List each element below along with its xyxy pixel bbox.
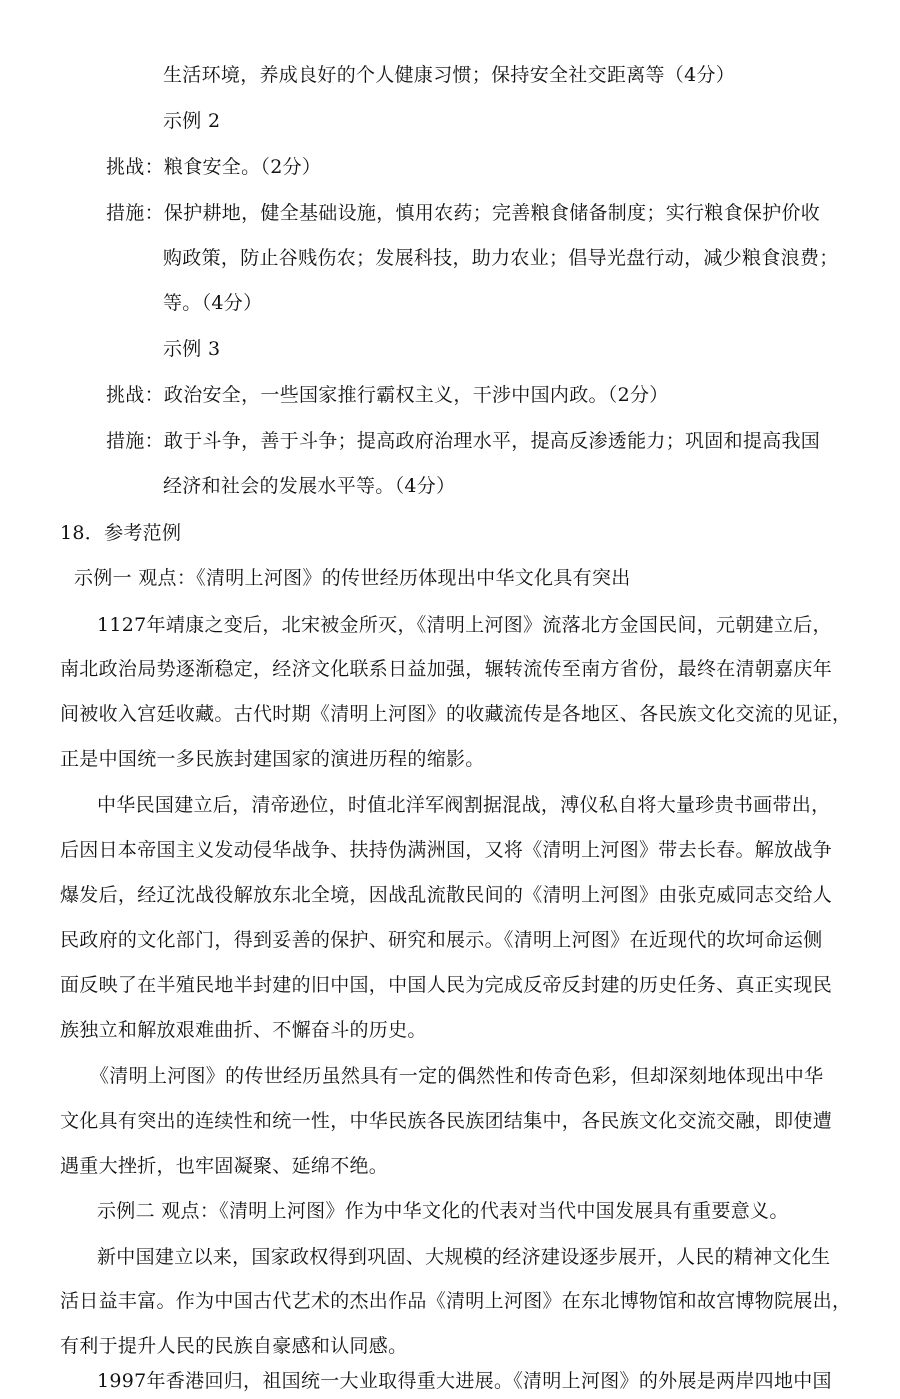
para-5-line-1: 1997年香港回归，祖国统一大业取得重大进展。《清明上河图》的外展是两岸四地中国: [97, 1370, 832, 1392]
para-1-line-1: 1127年靖康之变后，北宋被金所灭，《清明上河图》流落北方金国民间，元朝建立后，: [97, 614, 832, 636]
measure-label: 措施：: [106, 430, 164, 452]
para-2-line-6: 族独立和解放艰难曲折、不懈奋斗的历史。: [60, 1019, 427, 1041]
para-1-line-2: 南北政治局势逐渐稳定，经济文化联系日益加强，辗转流传至南方省份，最终在清朝嘉庆年: [60, 658, 833, 680]
challenge-text: 粮食安全。（2分）: [163, 156, 322, 178]
example-two-title: 示例二 观点：《清明上河图》作为中华文化的代表对当代中国发展具有重要意义。: [97, 1200, 789, 1222]
para-2-line-3: 爆发后，经辽沈战役解放东北全境，因战乱流散民间的《清明上河图》由张克威同志交给人: [60, 884, 833, 906]
s17-line-1: 生活环境，养成良好的个人健康习惯；保持安全社交距离等（4分）: [163, 64, 736, 86]
example-2-measure: [106, 198, 820, 228]
challenge-label: 挑战：: [106, 384, 164, 406]
example-3-title: 示例 3: [163, 338, 221, 360]
para-2-line-2: 后因日本帝国主义发动侵华战争、扶持伪满洲国，又将《清明上河图》带去长春。解放战争: [60, 839, 833, 861]
example-2-challenge: [106, 152, 321, 182]
para-3-line-2: 文化具有突出的连续性和统一性，中华民族各民族团结集中，各民族文化交流交融，即使遭: [60, 1110, 833, 1132]
challenge-text: 政治安全，一些国家推行霸权主义，干涉中国内政。（2分）: [163, 384, 669, 406]
para-3-line-3: 遇重大挫折，也牢固凝聚、延绵不绝。: [60, 1155, 389, 1177]
measure-label: 措施：: [106, 202, 164, 224]
example-3-measure: [106, 426, 820, 456]
para-3-line-1: 《清明上河图》的传世经历虽然具有一定的偶然性和传奇色彩，但却深刻地体现出中华: [90, 1065, 824, 1087]
measure-text: 保护耕地，健全基础设施，慎用农药；完善粮食储备制度；实行粮食保护价收: [163, 202, 821, 224]
example-2-measure-cont-1: 购政策，防止谷贱伤农；发展科技，助力农业；倡导光盘行动，减少粮食浪费；: [163, 247, 839, 269]
para-2-line-5: 面反映了在半殖民地半封建的旧中国，中国人民为完成反帝反封建的历史任务、真正实现民: [60, 974, 833, 996]
para-4-line-2: 活日益丰富。作为中国古代艺术的杰出作品《清明上河图》在东北博物馆和故宫博物院展出，: [60, 1290, 852, 1312]
para-4-line-3: 有利于提升人民的民族自豪感和认同感。: [60, 1335, 408, 1357]
measure-text: 敢于斗争，善于斗争；提高政府治理水平，提高反渗透能力；巩固和提高我国: [163, 430, 821, 452]
para-1-line-4: 正是中国统一多民族封建国家的演进历程的缩影。: [60, 748, 485, 770]
challenge-label: 挑战：: [106, 156, 164, 178]
example-2-title: 示例 2: [163, 110, 221, 132]
para-1-line-3: 间被收入宫廷收藏。古代时期《清明上河图》的收藏流传是各地区、各民族文化交流的见证，: [60, 703, 852, 725]
section-18-heading: 18．参考范例: [60, 522, 182, 544]
example-2-measure-cont-2: 等。（4分）: [163, 292, 263, 314]
para-4-line-1: 新中国建立以来，国家政权得到巩固、大规模的经济建设逐步展开，人民的精神文化生: [97, 1246, 831, 1268]
example-3-challenge: [106, 380, 669, 410]
example-one-title: 示例一 观点：《清明上河图》的传世经历体现出中华文化具有突出: [74, 567, 631, 589]
example-3-measure-cont: 经济和社会的发展水平等。（4分）: [163, 475, 456, 497]
para-2-line-1: 中华民国建立后，清帝逊位，时值北洋军阀割据混战，溥仪私自将大量珍贵书画带出，: [97, 794, 831, 816]
para-2-line-4: 民政府的文化部门，得到妥善的保护、研究和展示。《清明上河图》在近现代的坎坷命运侧: [60, 929, 823, 951]
